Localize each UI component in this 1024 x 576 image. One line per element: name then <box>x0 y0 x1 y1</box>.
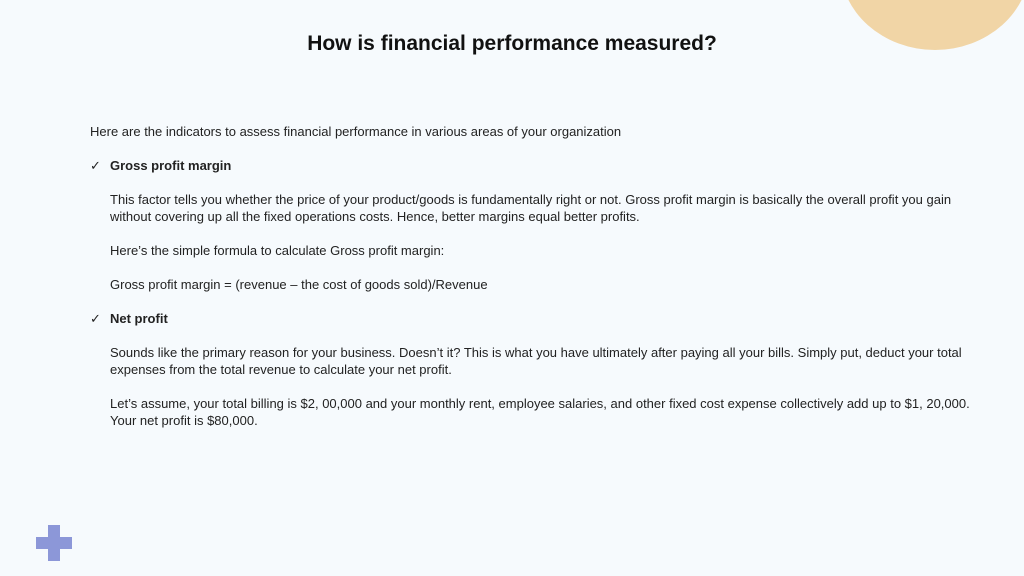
section-heading-label: Net profit <box>110 311 168 326</box>
plus-icon-vertical <box>48 525 60 561</box>
formula-text: Gross profit margin = (revenue – the cost of goods sold)/Revenue <box>110 277 488 292</box>
section-paragraph: Sounds like the primary reason for your business. Doesn’t it? This is what you have ultimately after paying all your bills. Simply put, deduct your total expenses from the total revenue to calculate your net profit. <box>110 345 962 377</box>
page-title: How is financial performance measured? <box>307 32 717 55</box>
slide-content <box>90 123 990 446</box>
section-heading <box>90 310 990 327</box>
section-paragraph: This factor tells you whether the price of your product/goods is fundamentally right or not. Gross profit margin is basically the overall profit you gain without covering up all the fixed operations costs. Hence, better margins equal better profits. <box>110 192 952 224</box>
section-heading <box>90 157 990 174</box>
section-paragraph: Here’s the simple formula to calculate Gross profit margin: <box>110 243 445 258</box>
intro-text: Here are the indicators to assess financial performance in various areas of your organization <box>90 124 622 139</box>
checkmark-icon: ✓ <box>90 311 101 326</box>
plus-icon <box>36 525 72 561</box>
section-heading-label: Gross profit margin <box>110 158 232 173</box>
section-gross-profit-margin <box>90 157 990 293</box>
section-net-profit <box>90 310 990 429</box>
section-paragraph: Let’s assume, your total billing is $2, 00,000 and your monthly rent, employee salaries, and other fixed cost expense collectively add up to $1, 20,000. Your net profit is $80,000. <box>110 396 970 428</box>
checkmark-icon: ✓ <box>90 158 101 173</box>
